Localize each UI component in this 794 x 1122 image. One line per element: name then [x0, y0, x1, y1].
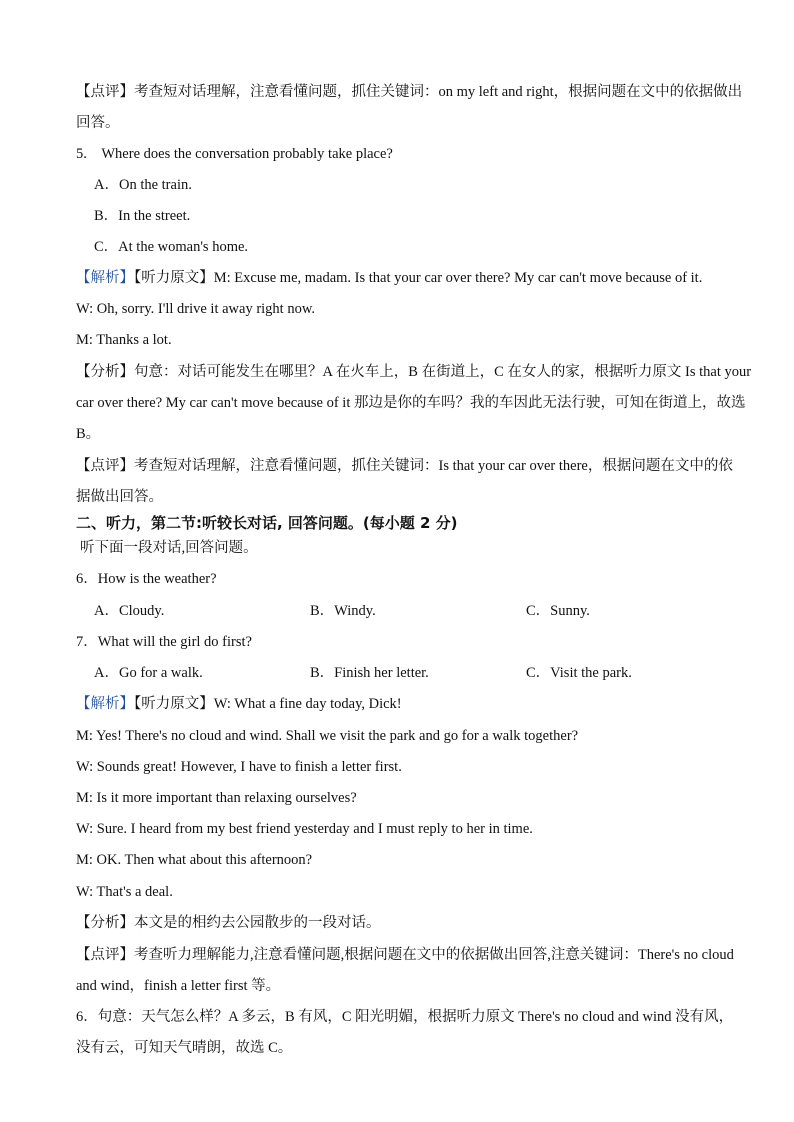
q5-option-a: A．On the train. — [94, 177, 192, 193]
question-7-stem: 7．What will the girl do first? — [76, 634, 252, 650]
section-heading: 二、听力，第二节:听较长对话, 回答问题。(每小题 2 分) — [76, 514, 458, 532]
transcript-text: 【听力原文】W: What a fine day today, Dick! — [134, 696, 402, 712]
comment-line: 【点评】考查短对话理解，注意看懂问题，抓住关键词：on my left and right，根据问题在文中的依据做出 — [76, 84, 743, 100]
comment-line: 据做出回答。 — [76, 489, 163, 505]
comment-line: and wind，finish a letter first 等。 — [76, 978, 281, 994]
transcript-line: W: Oh, sorry. I'll drive it away right now. — [76, 301, 315, 317]
answer-explanation-line: 没有云，可知天气晴朗，故选 C。 — [76, 1040, 293, 1056]
comment-line: 【点评】考查短对话理解，注意看懂问题，抓住关键词：Is that your car over there，根据问题在文中的依 — [76, 458, 733, 474]
q7-option-c: C．Visit the park. — [526, 665, 632, 681]
explanation-line: 【分析】句意：对话可能发生在哪里？A 在火车上，B 在街道上，C 在女人的家，根据听力原文 Is that your — [76, 364, 752, 380]
transcript-line: W: That's a deal. — [76, 884, 173, 900]
answer-explanation-line: 6．句意：天气怎么样？A 多云，B 有风，C 阳光明媚，根据听力原文 There's no cloud and wind 没有风， — [76, 1009, 734, 1025]
transcript-line: M: Is it more important than relaxing ourselves? — [76, 790, 357, 806]
analysis-line — [76, 694, 402, 714]
analysis-line — [76, 268, 702, 288]
q5-option-b: B．In the street. — [94, 208, 191, 224]
analysis-tag: 【解析】 — [76, 696, 134, 712]
q6-option-b: B．Windy. — [310, 603, 376, 619]
transcript-line: M: OK. Then what about this afternoon? — [76, 852, 313, 868]
transcript-line: M: Thanks a lot. — [76, 332, 172, 348]
q5-option-c: C．At the woman's home. — [94, 239, 249, 255]
transcript-text: 【听力原文】M: Excuse me, madam. Is that your car over there? My car can't move because of it. — [134, 270, 703, 286]
explanation-line: car over there? My car can't move because of it 那边是你的车吗？我的车因此无法行驶，可知在街道上，故选 — [76, 395, 746, 411]
transcript-line: M: Yes! There's no cloud and wind. Shall we visit the park and go for a walk together? — [76, 728, 579, 744]
comment-line: 回答。 — [76, 115, 120, 131]
analysis-tag: 【解析】 — [76, 270, 134, 286]
transcript-line: W: Sounds great! However, I have to finish a letter first. — [76, 759, 402, 775]
q7-option-b: B．Finish her letter. — [310, 665, 429, 681]
transcript-line: W: Sure. I heard from my best friend yesterday and I must reply to her in time. — [76, 821, 533, 837]
question-6-stem: 6．How is the weather? — [76, 571, 217, 587]
q7-option-a: A．Go for a walk. — [94, 665, 203, 681]
q6-option-a: A．Cloudy. — [94, 603, 165, 619]
q6-option-c: C．Sunny. — [526, 603, 590, 619]
section-intro: 听下面一段对话,回答问题。 — [80, 540, 258, 556]
comment-line: 【点评】考查听力理解能力,注意看懂问题,根据问题在文中的依据做出回答,注意关键词：There's no cloud — [76, 947, 734, 963]
explanation-line: B。 — [76, 426, 101, 442]
question-5-stem: 5. Where does the conversation probably take place? — [76, 146, 393, 162]
explanation-line: 【分析】本文是的相约去公园散步的一段对话。 — [76, 915, 381, 931]
